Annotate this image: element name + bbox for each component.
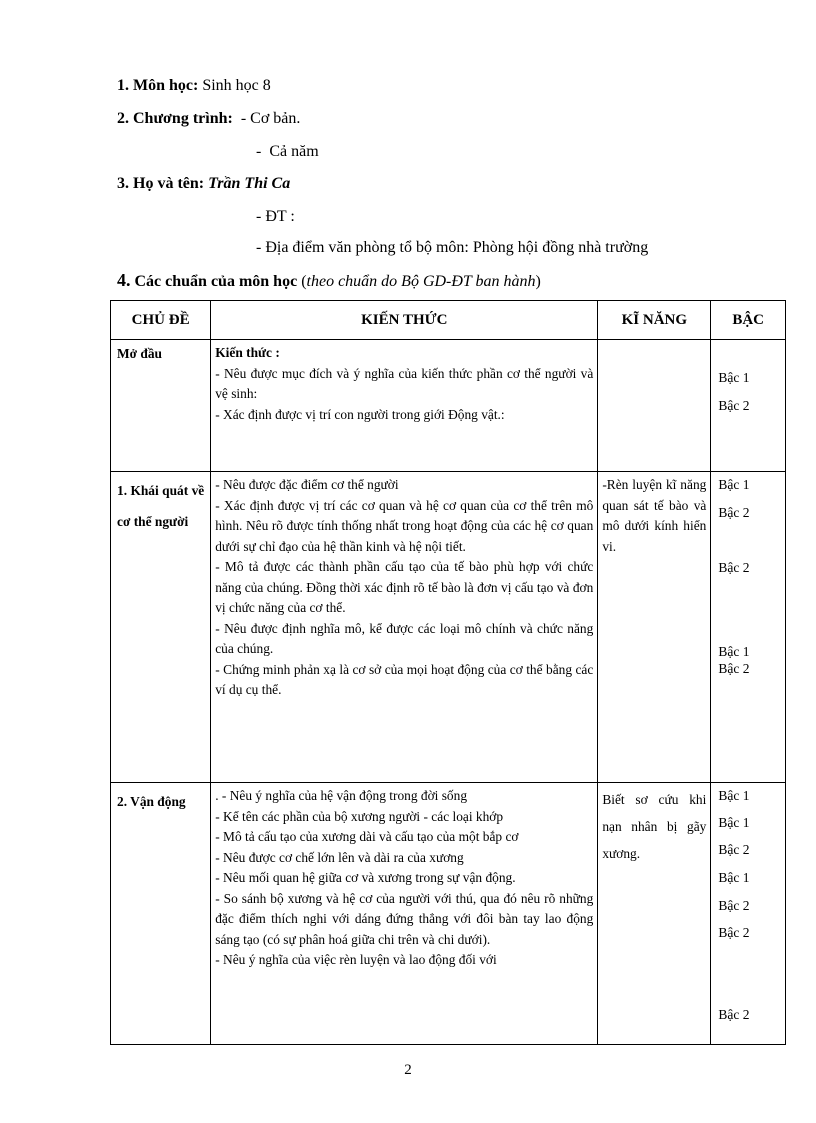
program-line [117, 110, 300, 128]
table-row [111, 472, 786, 783]
level-value: Bậc 2 [718, 925, 750, 940]
level-cell [711, 472, 786, 783]
topic-cell: 2. Vận động [111, 783, 211, 1045]
program-duration [256, 143, 319, 161]
name-value: Trần Thi Ca [208, 175, 291, 192]
office-line [256, 239, 648, 257]
standards-number: 4. [117, 270, 131, 290]
knowledge-cell [211, 472, 598, 783]
standards-line [117, 270, 541, 291]
table-row [111, 340, 786, 472]
level-value: Bậc 2 [718, 898, 750, 913]
standards-paren-open: ( [301, 273, 307, 290]
header-knowledge: KIẾN THỨC [211, 301, 598, 340]
knowledge-item: - Nêu được cơ chế lớn lên và dài ra của xương [215, 849, 464, 865]
level-value: Bậc 1 [718, 788, 750, 803]
program-duration-value: - Cả năm [256, 143, 319, 160]
name-label: 3. Họ và tên: [117, 175, 205, 192]
level-value: Bậc 1 [718, 815, 750, 830]
knowledge-item: Kiến thức : [215, 345, 280, 360]
knowledge-cell [211, 340, 598, 472]
level-value: Bậc 2 [718, 1007, 750, 1022]
table-header-row [111, 301, 786, 340]
program-value: - Cơ bản. [232, 110, 301, 127]
header-skill: KĨ NĂNG [598, 301, 711, 340]
knowledge-item: . - Nêu ý nghĩa của hệ vận động trong đời sống [215, 788, 468, 803]
knowledge-item: - Xác định được vị trí các cơ quan và hệ cơ quan của cơ thể trên mô hình. Nêu rõ được tính thống nhất trong hoạt động của các hệ cơ quan dưới sự chỉ đạo của hệ thần kinh và hệ nội tiết. [215, 497, 594, 554]
office-value: - Địa điểm văn phòng tổ bộ môn: Phòng hội đồng nhà trường [256, 239, 649, 256]
level-cell [711, 783, 786, 1045]
level-value: Bậc 2 [718, 398, 750, 413]
knowledge-item: - Nêu được mục đích và ý nghĩa của kiến thức phần cơ thể người và vệ sinh: [215, 365, 594, 401]
level-value: Bậc 2 [718, 560, 750, 575]
level-value: Bậc 1 [718, 870, 750, 885]
phone-value: - ĐT : [256, 208, 295, 225]
knowledge-cell [211, 783, 598, 1045]
level-value: Bậc 2 [718, 842, 750, 857]
level-cell [711, 340, 786, 472]
knowledge-item: - Kể tên các phần của bộ xương người - các loại khớp [215, 808, 504, 824]
header-level: BẬC [711, 301, 786, 340]
knowledge-item: - Nêu ý nghĩa của việc rèn luyện và lao động đối với [215, 952, 497, 967]
skill-cell [598, 472, 711, 783]
knowledge-item: - Nêu mối quan hệ giữa cơ và xương trong sự vận động. [215, 870, 516, 885]
standards-paren-close: ) [535, 273, 541, 290]
level-value: Bậc 1 [718, 477, 750, 492]
program-label: 2. Chương trình: [117, 110, 233, 127]
topic-cell: 1. Khái quát về cơ thể người [111, 472, 211, 783]
standards-note: theo chuẩn do Bộ GD-ĐT ban hành [306, 273, 536, 290]
table-row [111, 783, 786, 1045]
knowledge-item: - Nêu được định nghĩa mô, kể được các loại mô chính và chức năng của chúng. [215, 620, 594, 656]
name-line [117, 175, 290, 193]
knowledge-item: - Chứng minh phản xạ là cơ sở của mọi hoạt động của cơ thể bằng các ví dụ cụ thể. [215, 661, 594, 697]
knowledge-item: - Mô tả cấu tạo của xương dài và cấu tạo của một bắp cơ [215, 829, 519, 844]
level-value: Bậc 1 [718, 644, 750, 659]
knowledge-item: - Xác định được vị trí con người trong giới Động vật.: [215, 406, 505, 422]
phone-line [256, 208, 295, 226]
level-value: Bậc 1 [718, 370, 750, 385]
skill-text: -Rèn luyện kĩ năng quan sát tế bào và mô dưới kính hiển vi. [602, 477, 707, 554]
knowledge-item: - So sánh bộ xương và hệ cơ của người với thú, qua đó nêu rõ những đặc điểm thích nghi với dáng đứng thẳng với đôi bàn tay lao động sáng tạo (có sự phân hoá giữa chi trên và chi dưới). [215, 890, 594, 947]
standards-table [110, 300, 786, 1045]
subject-label: 1. Môn học: [117, 77, 199, 94]
subject-value: Sinh học 8 [198, 77, 271, 94]
skill-text: Biết sơ cứu khi nạn nhân bị gãy xương. [602, 792, 707, 861]
page-number: 2 [404, 1062, 412, 1078]
standards-label: Các chuẩn của môn học [130, 273, 298, 290]
skill-cell [598, 783, 711, 1045]
level-value: Bậc 2 [718, 661, 750, 676]
knowledge-item: - Nêu được đặc điểm cơ thể người [215, 477, 399, 492]
skill-cell [598, 340, 711, 472]
topic-cell: Mở đầu [111, 340, 211, 472]
knowledge-item: - Mô tả được các thành phần cấu tạo của tế bào phù hợp với chức năng của chúng. Đồng thời xác định rõ tế bào là đơn vị cấu tạo và đơn vị chức năng của cơ thể. [215, 559, 594, 615]
subject-line [117, 77, 271, 95]
header-topic: CHỦ ĐỀ [111, 301, 211, 340]
level-value: Bậc 2 [718, 505, 750, 520]
